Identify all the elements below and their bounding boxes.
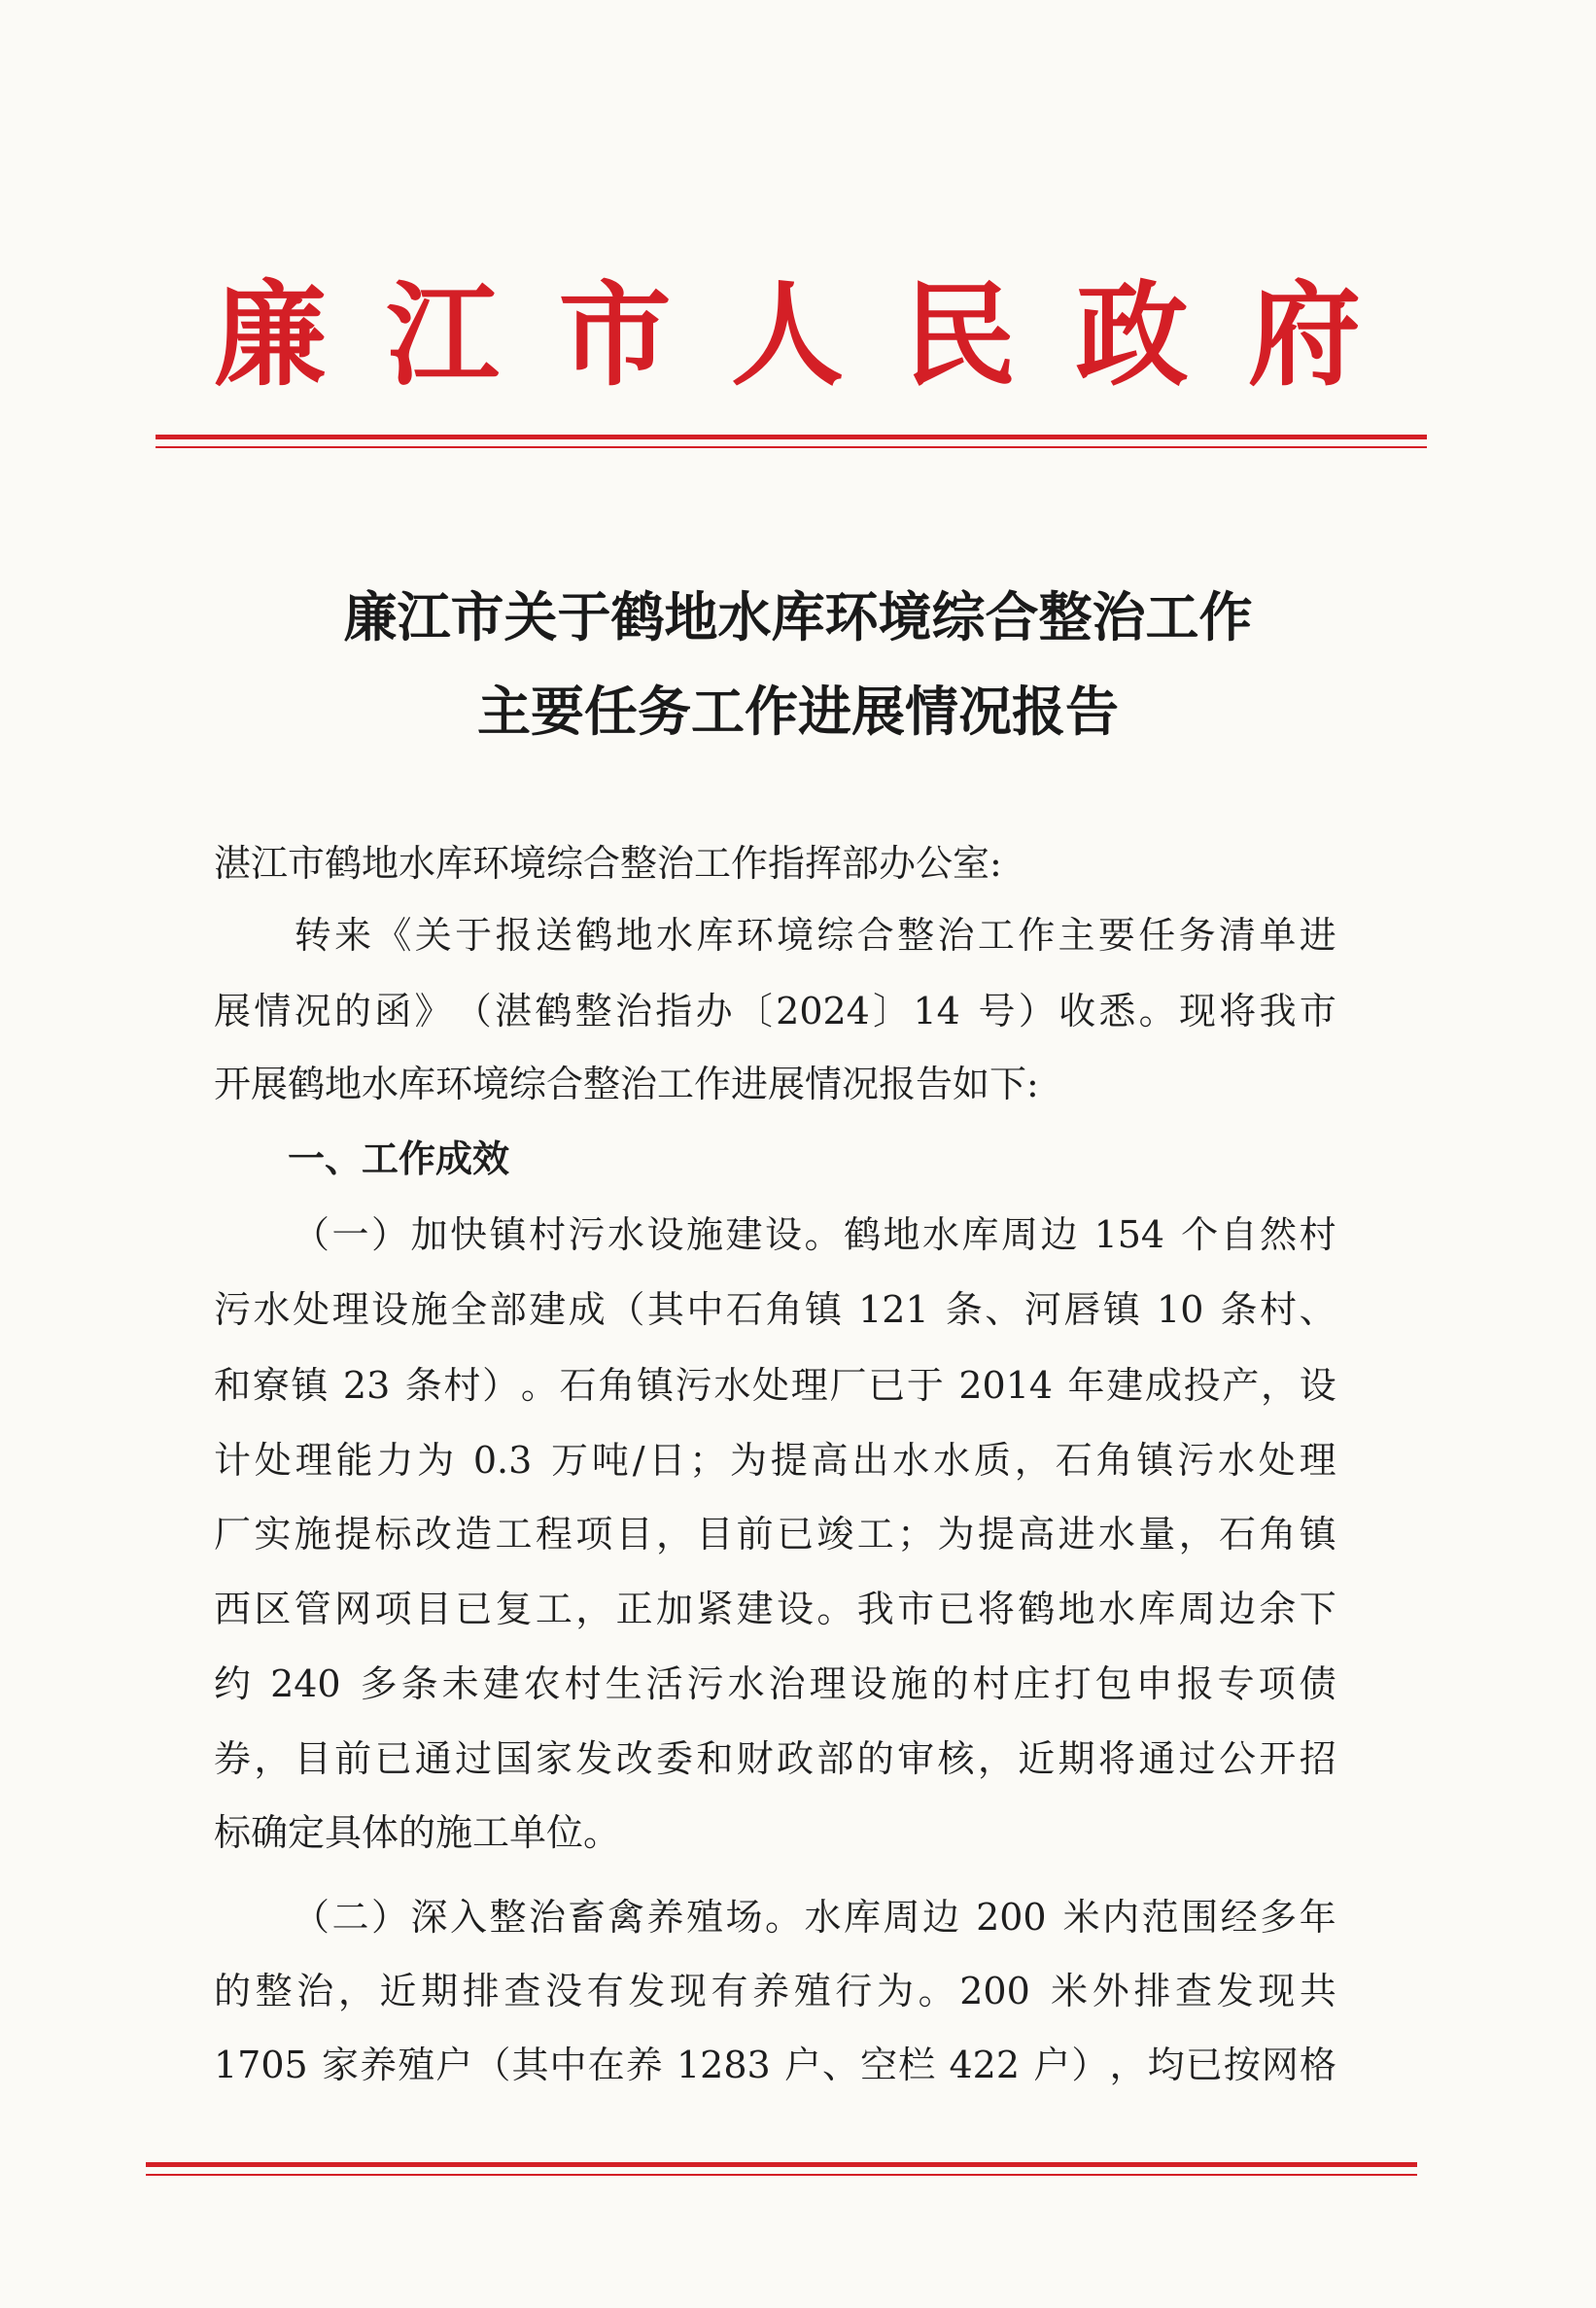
issuer-char: 市 — [558, 269, 672, 402]
paragraph-line: 和 寮 镇 23 条 村 ） 。 石 角 镇 污 水 处 理 厂 已 于 2014 年 建 成 投 产 ， 设 — [214, 1364, 1336, 1407]
paragraph-line: （ 一 ） 加 快 镇 村 污 水 设 施 建 设 。 鹤 地 水 库 周 边 154 个 自 然 村 — [293, 1213, 1336, 1256]
paragraph-line: 的 整 治 ， 近 期 排 查 没 有 发 现 有 养 殖 行 为 。 200 米 外 排 查 发 现 共 — [214, 1970, 1336, 2012]
paragraph-line: 1705 家 养 殖 户 （ 其 中 在 养 1283 户 、 空 栏 422 户 ） ， 均 已 按 网 格 — [214, 2044, 1336, 2086]
paragraph-line: 标确定具体的施工单位。 — [214, 1811, 621, 1854]
intro-line: 开展鹤地水库环境综合整治工作进展情况报告如下: — [214, 1063, 1039, 1105]
document-title-line-1: 廉江市关于鹤地水库环境综合整治工作 — [343, 585, 1253, 648]
paragraph-line: 西 区 管 网 项 目 已 复 工 ， 正 加 紧 建 设 。 我 市 已 将 鹤 地 水 库 周 边 余 下 — [214, 1588, 1336, 1630]
paragraph-line: （ 二 ） 深 入 整 治 畜 禽 养 殖 场 。 水 库 周 边 200 米 内 范 围 经 多 年 — [293, 1896, 1336, 1939]
issuer-char: 人 — [730, 269, 844, 402]
intro-line: 展 情 况 的 函 》 （ 湛 鹤 整 治 指 办 〔 2024 〕 14 号 ） 收 悉 。 现 将 我 市 — [214, 990, 1336, 1032]
intro-line: 转 来 《 关 于 报 送 鹤 地 水 库 环 境 综 合 整 治 工 作 主 要 任 务 清 单 进 — [294, 914, 1336, 957]
footer-red-rule — [146, 2162, 1417, 2167]
addressee: 湛江市鹤地水库环境综合整治工作指挥部办公室: — [214, 842, 1002, 885]
header-red-rule-thin — [156, 446, 1427, 448]
paragraph-line: 计 处 理 能 力 为 0.3 万 吨 / 日 ； 为 提 高 出 水 水 质 ， 石 角 镇 污 水 处 理 — [214, 1439, 1336, 1482]
footer-red-rule-thin — [146, 2174, 1417, 2176]
paragraph-line: 券 ， 目 前 已 通 过 国 家 发 改 委 和 财 政 部 的 审 核 ， 近 期 将 通 过 公 开 招 — [214, 1737, 1336, 1780]
header-red-rule — [156, 435, 1427, 439]
issuer-char: 廉 — [214, 269, 327, 402]
issuer-char: 政 — [1075, 269, 1189, 402]
issuer-char: 府 — [1247, 269, 1361, 402]
issuer-char: 民 — [903, 269, 1017, 402]
section-heading: 一、工作成效 — [214, 1137, 510, 1180]
paragraph-line: 约 240 多 条 未 建 农 村 生 活 污 水 治 理 设 施 的 村 庄 打 包 申 报 专 项 债 — [214, 1662, 1336, 1705]
paragraph-line: 污 水 处 理 设 施 全 部 建 成 （ 其 中 石 角 镇 121 条 、 河 唇 镇 10 条 村 、 — [214, 1288, 1336, 1331]
issuer-char: 江 — [386, 269, 500, 402]
document-title-line-2: 主要任务工作进展情况报告 — [476, 680, 1119, 743]
paragraph-line: 厂 实 施 提 标 改 造 工 程 项 目 ， 目 前 已 竣 工 ； 为 提 高 进 水 量 ， 石 角 镇 — [214, 1513, 1336, 1556]
issuer-heading — [214, 267, 1361, 403]
